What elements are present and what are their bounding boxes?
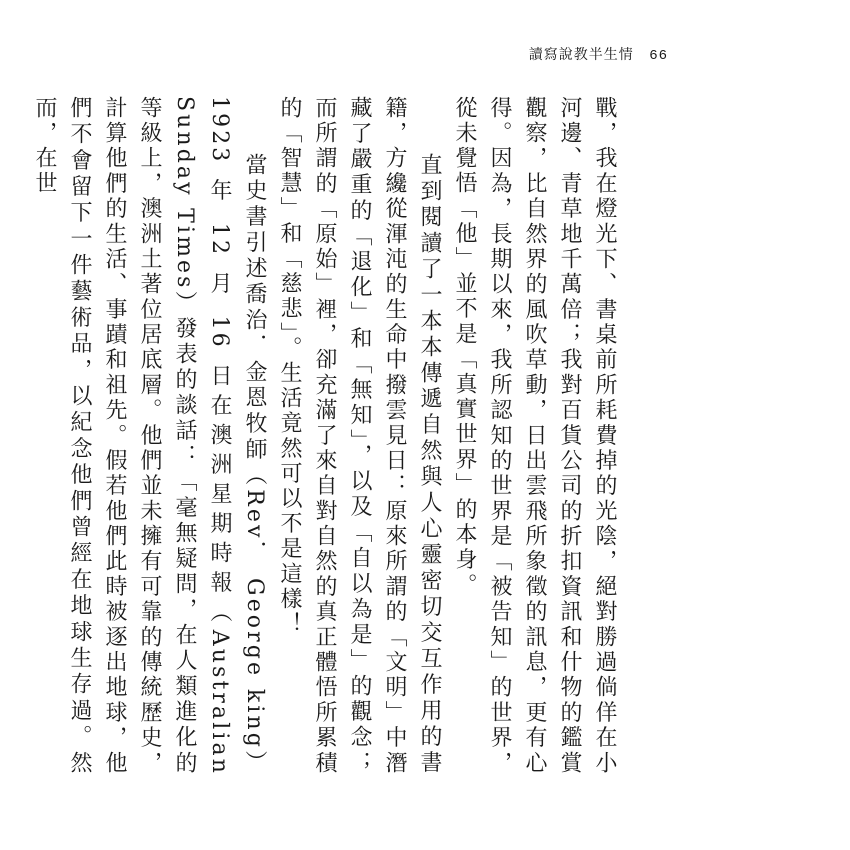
paragraph-1: 戰，我在燈光下、書桌前所耗費掉的光陰，絕對勝過倘佯在小河邊、青草地千萬倍；我對百貨公司的折扣資訊和什物的鑑賞觀察，比自然界的風吹草動，日出雲飛所象徵的訊息，更有心得。因為，長期以來，我所認知的世界是「被告知」的世界，從未覺悟「他」並不是「真實世界」的本身。 xyxy=(452,96,617,776)
paragraph-3: 當史書引述喬治．金恩牧師（Rev． George king）1923 年 12 月 16 日在澳洲星期時報（Australian Sunday Times）發表的談話：「毫無疑問，在人類進化的等級上，澳洲土著位居底層。他們並未擁有可靠的傳統歷史，計算他們的生活、事蹟和祖先。假若他們此時被逐出地球，他們不會留下一件藝術品，以紀念他們曾經在地球生存過。然而，在世 xyxy=(32,96,267,776)
paragraph-2: 直到閱讀了一本本傳遞自然與人心靈密切交互作用的書籍，方纔從渾沌的生命中撥雲見日：原來所謂的「文明」中潛藏了嚴重的「退化」和「無知」，以及「自以為是」的觀念；而所謂的「原始」裡，卻充滿了來自對自然的真正體悟所累積的「智慧」和「慈悲」。生活竟然可以不是這樣！ xyxy=(277,96,442,776)
vertical-body-text xyxy=(32,96,622,776)
book-title: 讀寫說教半生情 xyxy=(528,47,634,63)
running-header xyxy=(529,44,668,64)
page-number: 66 xyxy=(649,48,668,64)
